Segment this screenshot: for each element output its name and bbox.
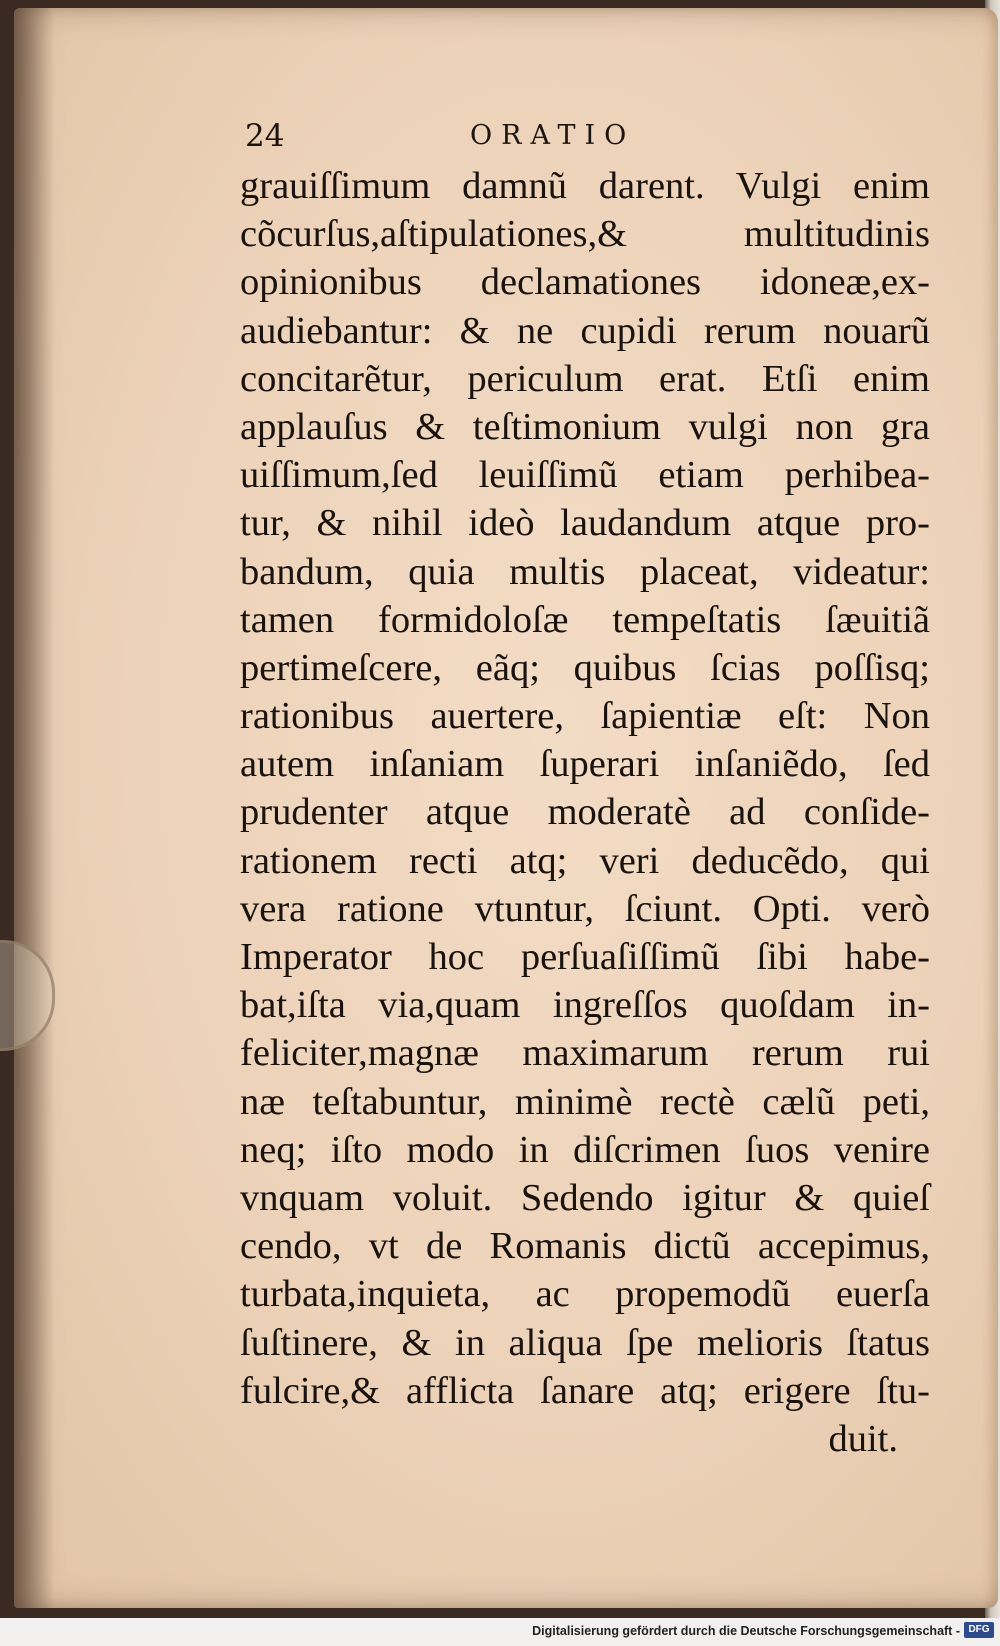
text-line: rationem recti atq; veri deducẽdo, qui <box>240 839 930 882</box>
text-line: prudenter atque moderatè ad conſide- <box>240 791 930 834</box>
text-line: applauſus & teſtimonium vulgi non gra <box>240 405 930 448</box>
text-line: vnquam voluit. Sedendo igitur & quieſ <box>240 1176 930 1219</box>
text-line: rationibus auertere, ſapientiæ eſt: Non <box>240 695 930 738</box>
text-line: cendo, vt de Romanis dictũ accepimus, <box>240 1225 930 1268</box>
body-text <box>240 162 930 1463</box>
text-line: opinionibus declamationes idoneæ,ex- <box>240 261 930 304</box>
page-number: 24 <box>245 118 285 154</box>
text-line: tamen formidoloſæ tempeſtatis ſæuitiã <box>240 598 930 641</box>
dfg-logo: DFG <box>964 1622 994 1638</box>
text-line: bat,iſta via,quam ingreſſos quoſdam in- <box>240 984 930 1027</box>
text-line: turbata,inquieta, ac propemodũ euerſa <box>240 1273 930 1316</box>
text-line: bandum, quia multis placeat, videatur: <box>240 550 930 593</box>
text-line: fulcire,& afflicta ſanare atq; erigere ſtu- <box>240 1369 930 1412</box>
footer-bar <box>0 1618 1000 1646</box>
page-header <box>245 118 935 158</box>
text-line: uiſſimum,ſed leuiſſimũ etiam perhibea- <box>240 454 930 497</box>
text-line: ſuſtinere, & in aliqua ſpe melioris ſtatus <box>240 1321 930 1364</box>
text-line: grauiſſimum damnũ darent. Vulgi enim <box>240 165 930 207</box>
text-line: cõcurſus,aſtipulationes,& multitudinis <box>240 213 930 256</box>
text-line: Imperator hoc perſuaſiſſimũ ſibi habe- <box>240 936 930 978</box>
spine-shadow <box>14 8 54 1608</box>
text-line: næ teſtabuntur, minimè rectè cælũ peti, <box>240 1080 930 1123</box>
text-line: audiebantur: & ne cupidi rerum nouarũ <box>240 309 930 352</box>
text-line: pertimeſcere, eãq; quibus ſcias poſſisq; <box>240 646 930 689</box>
text-line-last: duit. <box>828 1417 898 1460</box>
text-line: concitarẽtur, periculum erat. Etſi enim <box>240 357 930 400</box>
running-title: ORATIO <box>470 120 636 151</box>
text-line: feliciter,magnæ maximarum rerum rui <box>240 1032 930 1075</box>
text-line: neq; iſto modo in diſcrimen ſuos venire <box>240 1128 930 1171</box>
text-line: vera ratione vtuntur, ſciunt. Opti. verò <box>240 887 930 930</box>
text-line: tur, & nihil ideò laudandum atque pro- <box>240 502 930 545</box>
text-line: autem inſaniam ſuperari inſaniẽdo, ſed <box>240 743 930 786</box>
funding-credit: Digitalisierung gefördert durch die Deutsche Forschungsgemeinschaft - <box>532 1624 960 1638</box>
